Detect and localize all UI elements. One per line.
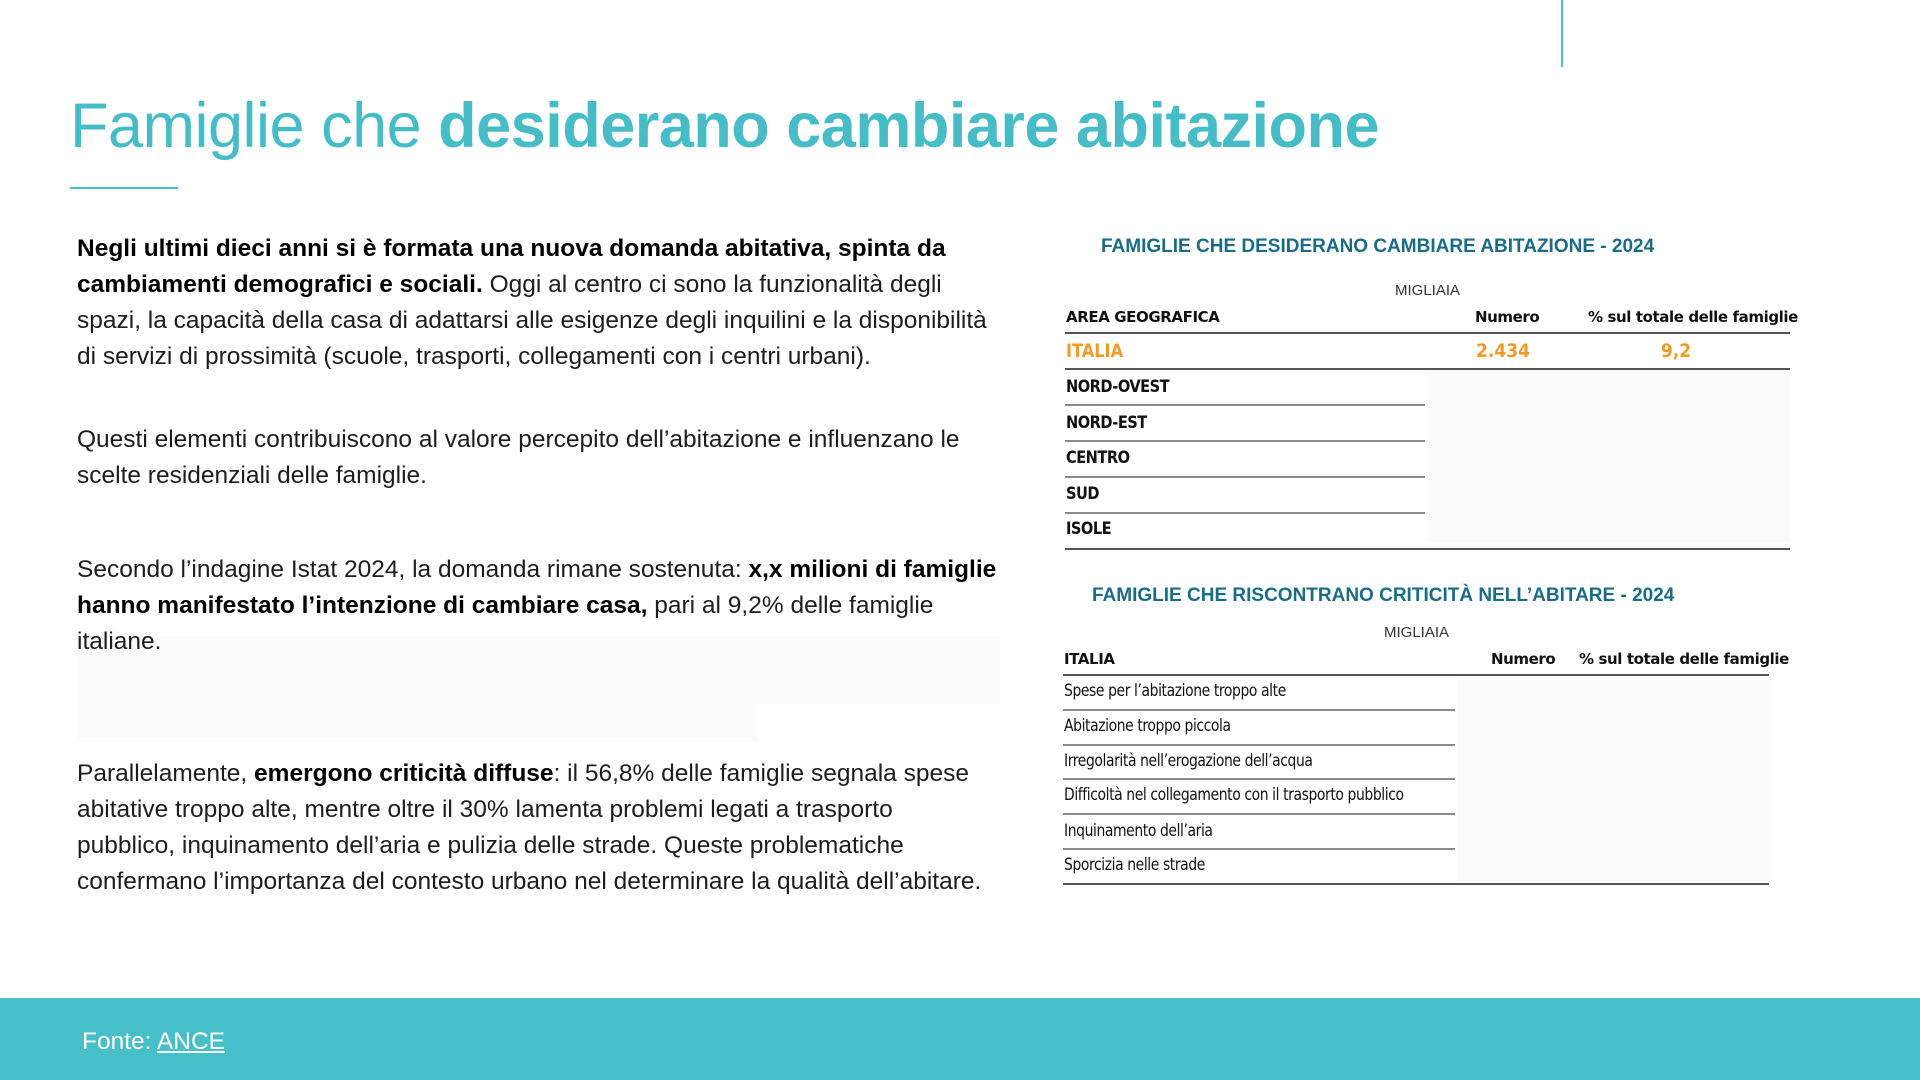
table1-italia-rule	[1065, 368, 1790, 370]
table1-row: NORD-EST	[1066, 413, 1147, 433]
table1-row: CENTRO	[1066, 448, 1130, 468]
title-underline	[70, 187, 178, 189]
table1-header-area: AREA GEOGRAFICA	[1066, 308, 1220, 326]
table2-row-rule	[1063, 848, 1455, 850]
table2-row: Spese per l’abitazione troppo alte	[1064, 681, 1286, 701]
paragraph-2: Questi elementi contribuiscono al valore percepito dell’abitazione e influenzano le scelte residenziali delle famiglie.	[77, 426, 960, 489]
table2-row: Abitazione troppo piccola	[1064, 716, 1231, 736]
table2-header-italia: ITALIA	[1064, 650, 1115, 668]
table2-header-rule	[1063, 674, 1769, 676]
paragraph-3-text-2: pari al 9,2% delle famiglie italiane.	[77, 592, 934, 655]
table2-row: Difficoltà nel collegamento con il trasporto pubblico	[1064, 785, 1404, 805]
paragraph-1-bold: Negli ultimi dieci anni si è formata una nuova domanda abitativa, spinta da cambiamenti demografici e sociali.	[77, 235, 946, 298]
table2-row-rule	[1063, 813, 1455, 815]
paragraph-3	[77, 552, 997, 660]
table1-row: NORD-OVEST	[1066, 377, 1170, 397]
table1-unit: MIGLIAIA	[1395, 282, 1461, 299]
footer-label: Fonte:	[82, 1028, 157, 1055]
paragraph-4-bold: emergono criticità diffuse	[254, 760, 554, 787]
table1-row-rule	[1065, 404, 1425, 406]
table2-row: Sporcizia nelle strade	[1064, 855, 1205, 875]
paragraph-1-text: Oggi al centro ci sono la funzionalità degli spazi, la capacità della casa di adattarsi alle esigenze degli inquilini e la disponibilità di servizi di prossimità (scuole, trasporti, collegamenti con i centri urbani).	[77, 271, 987, 370]
top-divider	[1561, 0, 1563, 67]
table1-row: SUD	[1066, 484, 1099, 504]
paragraph-4-text-2: : il 56,8% delle famiglie segnala spese abitative troppo alte, mentre oltre il 30% lamenta problemi legati a trasporto pubblico, inquinamento dell’aria e pulizia delle strade. Queste problematiche confermano l’importanza del contesto urbano nel determinare la qualità dell’abitare.	[77, 760, 982, 895]
table1-values-hidden	[1427, 372, 1790, 542]
table1-italia-percent: 9,2	[1660, 340, 1692, 362]
table2-header-percent: % sul totale delle famiglie	[1579, 650, 1789, 668]
paragraph-3-text: Secondo l’indagine Istat 2024, la domanda rimane sostenuta:	[77, 556, 749, 583]
paragraph-4	[77, 756, 997, 900]
blank-placeholder-2	[77, 700, 757, 742]
table2-values-hidden	[1457, 678, 1769, 882]
table1-italia-numero: 2.434	[1475, 340, 1531, 362]
table1-header-rule	[1065, 332, 1790, 334]
table1-bottom-rule	[1065, 548, 1790, 550]
table1-row-rule	[1065, 476, 1425, 478]
table1-row-rule	[1065, 440, 1425, 442]
table2-row-rule	[1063, 778, 1455, 780]
table1-row-rule	[1065, 512, 1425, 514]
table2-row-rule	[1063, 744, 1455, 746]
footer-bar	[0, 998, 1920, 1080]
paragraph-1	[77, 231, 997, 375]
table1-header-percent: % sul totale delle famiglie	[1588, 308, 1798, 326]
table1-italia-label: ITALIA	[1066, 340, 1124, 362]
footer-source-link[interactable]: ANCE	[156, 1028, 225, 1055]
title-bold: desiderano cambiare abitazione	[438, 91, 1379, 161]
table2-header-numero: Numero	[1491, 650, 1556, 668]
footer-source	[82, 1028, 225, 1056]
table1-row: ISOLE	[1066, 519, 1112, 539]
page-title	[70, 88, 1379, 164]
table1-title: FAMIGLIE CHE DESIDERANO CAMBIARE ABITAZIONE - 2024	[1101, 236, 1655, 257]
table2-unit: MIGLIAIA	[1384, 624, 1450, 641]
paragraph-3-bold: x,x milioni di famiglie hanno manifestato l’intenzione di cambiare casa,	[77, 556, 997, 619]
table1-header-numero: Numero	[1475, 308, 1540, 326]
table2-row: Irregolarità nell’erogazione dell’acqua	[1064, 751, 1313, 771]
table2-row-rule	[1063, 709, 1455, 711]
table2-row: Inquinamento dell’aria	[1064, 821, 1213, 841]
table2-bottom-rule	[1063, 883, 1769, 885]
table2-title: FAMIGLIE CHE RISCONTRANO CRITICITÀ NELL’ABITARE - 2024	[1092, 585, 1675, 606]
title-light: Famiglie che	[70, 91, 439, 161]
paragraph-4-text: Parallelamente,	[77, 760, 255, 787]
